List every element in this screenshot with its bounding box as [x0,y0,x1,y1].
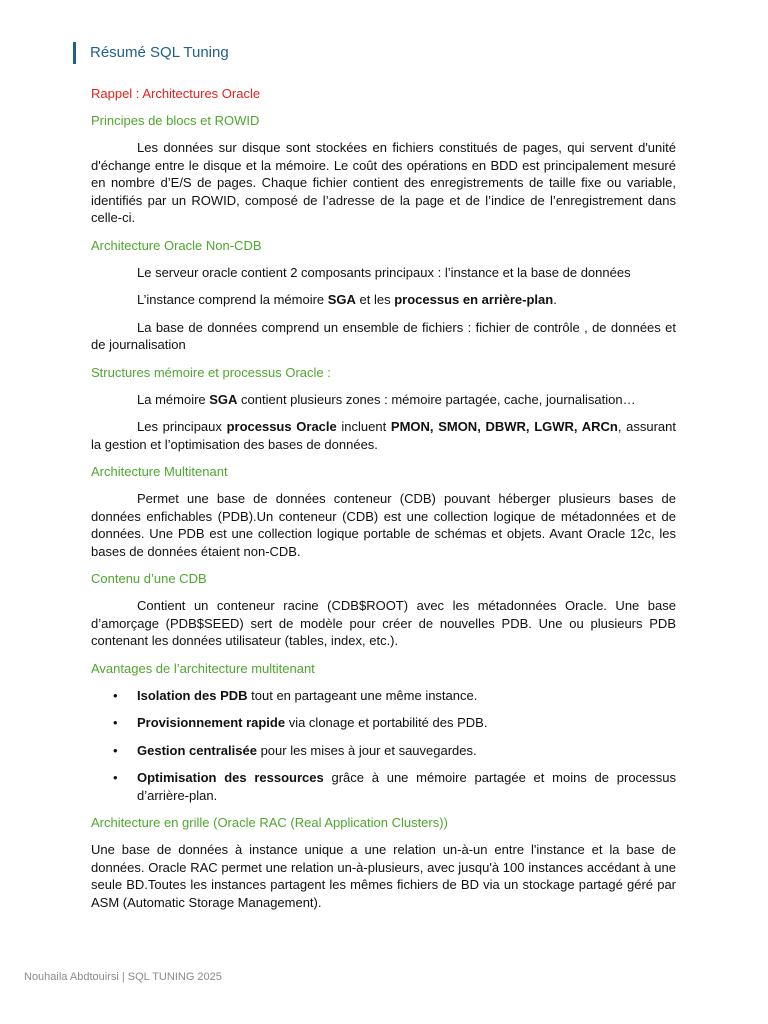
list-item [91,769,676,804]
bold-run: SGA [209,391,238,407]
bold-run: processus Oracle [226,419,337,434]
text-run: . [553,292,557,307]
bold-run: Provisionnement rapide [137,715,286,730]
text-run: contient plusieurs zones : mémoire partagée, cache, journalisation… [237,391,636,407]
paragraph-cdb-content: Contient un conteneur racine (CDB$ROOT) avec les métadonnées Oracle. Une base d’amorçage (PDB$SEED) sert de modèle pour créer de nouvelles PDB. Une ou plusieurs PDB contenant les données utilisateur (tables, index, etc.). [91,598,676,648]
paragraph-instance [91,291,676,309]
text-run: Les principaux [137,419,227,434]
bold-run: Optimisation des ressources [137,770,324,785]
list-item [91,742,676,760]
bold-run: Gestion centralisée [137,742,257,758]
paragraph-non-cdb-components: Le serveur oracle contient 2 composants principaux : l’instance et la base de données [137,264,631,280]
heading-advantages: Avantages de l’architecture multitenant [91,660,315,676]
header-title: Résumé SQL Tuning [90,44,229,61]
bullet-icon: • [113,742,118,758]
heading-rac: Architecture en grille (Oracle RAC (Real Application Clusters)) [91,815,448,830]
bold-run: Isolation des PDB [137,687,248,703]
heading-structures: Structures mémoire et processus Oracle : [91,364,331,380]
list-item [91,687,676,705]
text-run: grâce à une mémoire partagée et moins de processus d’arrière-plan. [137,770,677,803]
text-run: La mémoire [137,391,210,407]
heading-cdb-content: Contenu d’une CDB [91,571,207,586]
heading-blocs-rowid: Principes de blocs et ROWID [91,113,260,128]
document-body [91,85,676,921]
text-run: tout en partageant une même instance. [247,687,478,703]
bullet-icon: • [113,715,118,730]
paragraph-sga [91,391,676,409]
bold-run: processus en arrière-plan [394,292,554,307]
text-run: , assurant la gestion et l’optimisation des bases de données. [91,419,676,452]
page-header [73,42,229,64]
paragraph-rac: Une base de données à instance unique a une relation un-à-un entre l'instance et la base de données. Oracle RAC permet une relation un-à-plusieurs, avec jusqu'à 100 instances accédant à une seule BD.Toutes les instances partagent les mêmes fichiers de BD via un stockage partagé géré par ASM (Automatic Storage Management). [91,842,676,910]
text-run: L’instance comprend la mémoire [137,292,328,307]
list-item [91,714,676,732]
advantages-list [91,687,676,805]
text-run: incluent [336,419,391,434]
heading-multitenant: Architecture Multitenant [91,464,228,479]
paragraph-database-files: La base de données comprend un ensemble de fichiers : fichier de contrôle , de données et de journalisation [91,319,676,352]
bullet-icon: • [113,687,118,703]
bold-run: PMON, SMON, DBWR, LGWR, ARCn [390,419,618,434]
section-title: Rappel : Architectures Oracle [91,86,261,101]
heading-non-cdb: Architecture Oracle Non-CDB [91,237,262,253]
page-footer: Nouhaila Abdtouirsi | SQL TUNING 2025 [24,971,222,983]
bold-run: SGA [327,292,356,307]
text-run: et les [355,292,395,307]
bullet-icon: • [113,770,118,785]
text-run: via clonage et portabilité des PDB. [285,715,488,730]
paragraph-multitenant: Permet une base de données conteneur (CDB) pouvant héberger plusieurs bases de données enfichables (PDB).Un conteneur (CDB) est une collection logique de métadonnées et de données. Une PDB est une collection logique portable de schémas et objets. Avant Oracle 12c, les bases de données étaient non-CDB. [91,491,676,559]
text-run: pour les mises à jour et sauvegardes. [256,742,477,758]
paragraph-blocs-rowid: Les données sur disque sont stockées en fichiers constitués de pages, qui servent d'unité d'échange entre le disque et la mémoire. Le coût des opérations en BDD est principalement mesuré en nombre d’E/S de pages. Chaque fichier contient des enregistrements de taille fixe ou variable, identifiés par un ROWID, composé de l’adresse de la page et de l’indice de l’enregistrement dans celle-ci. [91,140,676,225]
paragraph-processes [91,418,676,453]
